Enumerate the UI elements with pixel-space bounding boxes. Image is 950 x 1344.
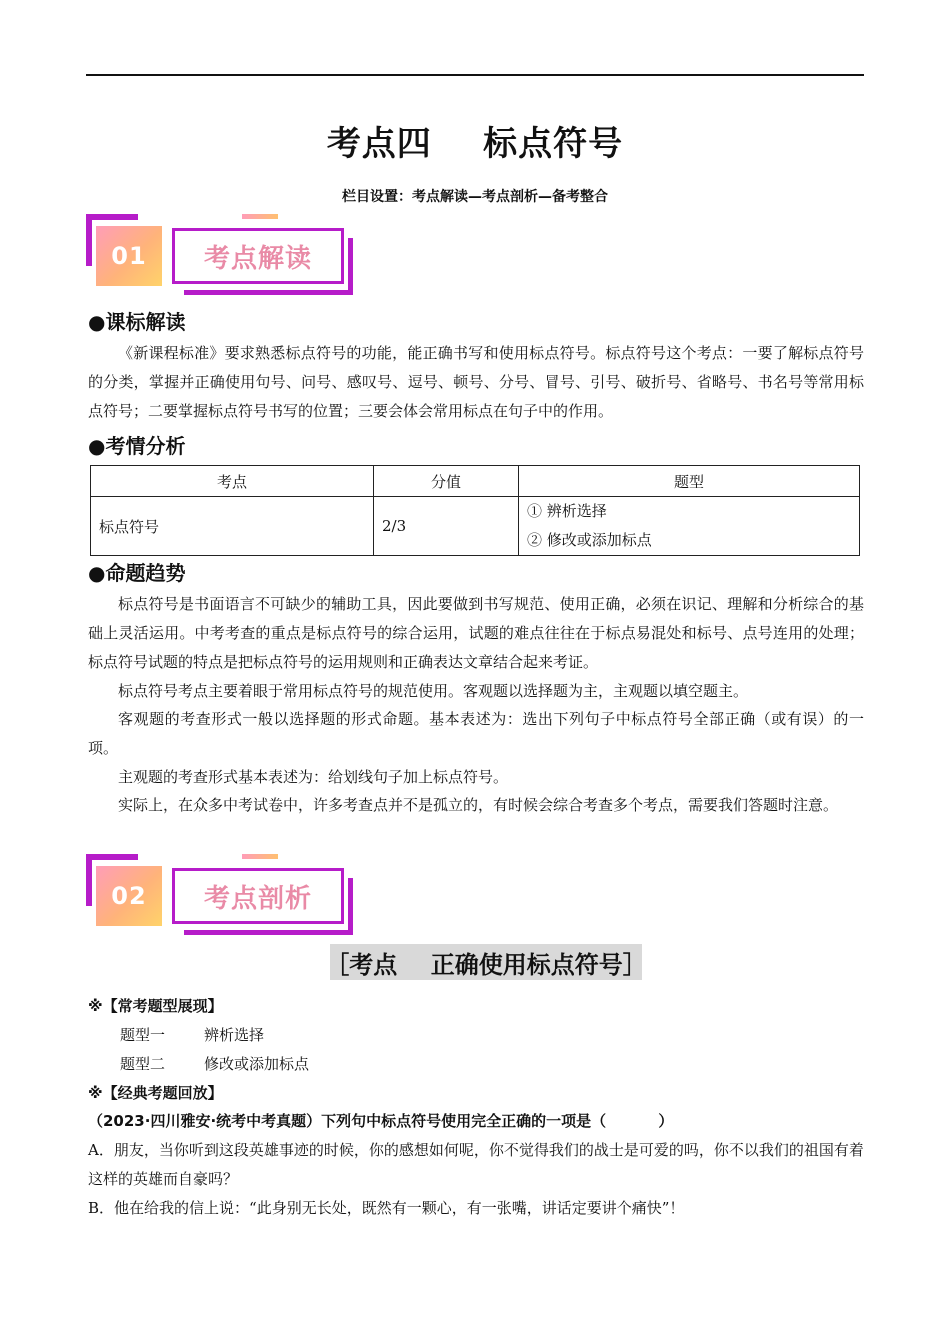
badge-accent (242, 214, 278, 219)
jingdian-heading: ※【经典考题回放】 (88, 1084, 223, 1102)
table-cell-tixing (519, 497, 860, 556)
header-rule (86, 74, 864, 76)
tixing-item: ① 辨析选择 (527, 502, 607, 520)
analysis-table (90, 465, 860, 556)
table-cell-kaodian: 标点符号 (91, 497, 374, 556)
badge-number: 01 (96, 226, 162, 286)
badge-corner (86, 214, 138, 220)
page-subtitle: 栏目设置：考点解读—考点剖析—备考整合 (342, 189, 608, 205)
table-header: 考点 (91, 466, 374, 497)
qushi-paragraph: 标点符号是书面语言不可缺少的辅助工具，因此要做到书写规范、使用正确，必须在识记、理解和分析综合的基础上灵活运用。中考考查的重点是标点符号的综合运用，试题的难点往往在于标点易混处和标号、点号连用的处理；标点符号试题的特点是把标点符号的运用规则和正确表达文章结合起来考证。 (88, 595, 864, 671)
question-stem: （2023·四川雅安·统考中考真题）下列句中标点符号使用完全正确的一项是（ ） (88, 1112, 674, 1130)
table-cell-fenzhi: 2/3 (374, 497, 519, 556)
table-header: 题型 (519, 466, 860, 497)
question-type-name: 题型二 (120, 1055, 166, 1073)
changkao-heading: ※【常考题型展现】 (88, 997, 223, 1015)
question-type-name: 题型一 (120, 1026, 166, 1044)
table-row (91, 497, 860, 556)
badge-label: 考点解读 (172, 228, 344, 284)
kebiao-paragraph: 《新课程标准》要求熟悉标点符号的功能，能正确书写和使用标点符号。标点符号这个考点：一要了解标点符号的分类，掌握并正确使用句号、问号、感叹号、逗号、顿号、分号、冒号、引号、破折号、省略号、书名号等常用标点符号；二要掌握标点符号书写的位置；三要会体会常用标点在句子中的作用。 (88, 344, 864, 420)
badge-frame (348, 238, 353, 294)
badge-corner (86, 854, 92, 906)
qushi-paragraph: 主观题的考查形式基本表述为：给划线句子加上标点符号。 (118, 768, 509, 786)
qushi-paragraph: 标点符号考点主要着眼于常用标点符号的规范使用。客观题以选择题为主，主观题以填空题主。 (118, 682, 749, 700)
table-header-row (91, 466, 860, 497)
tixing-item: ② 修改或添加标点 (527, 531, 652, 549)
table-header: 分值 (374, 466, 519, 497)
section-heading-kebiao: ●课标解读 (88, 310, 186, 334)
kaodian-title: ［考点 正确使用标点符号］ (330, 944, 642, 980)
question-type-desc: 辨析选择 (204, 1026, 265, 1044)
badge-corner (86, 214, 92, 266)
badge-frame (184, 930, 353, 935)
question-option-b: B．他在给我的信上说：“此身别无长处，既然有一颗心，有一张嘴，讲话定要讲个痛快”！ (88, 1199, 685, 1217)
badge-corner (86, 854, 138, 860)
question-type-item (120, 1024, 264, 1045)
badge-frame (348, 878, 353, 934)
qushi-paragraph: 客观题的考查形式一般以选择题的形式命题。基本表述为：选出下列句子中标点符号全部正确（或有误）的一项。 (88, 710, 864, 757)
page-title: 考点四 标点符号 (326, 124, 624, 164)
badge-frame (184, 290, 353, 295)
section-badge-01 (86, 214, 356, 296)
question-type-desc: 修改或添加标点 (204, 1055, 310, 1073)
qushi-paragraph: 实际上，在众多中考试卷中，许多考查点并不是孤立的，有时候会综合考查多个考点，需要我们答题时注意。 (118, 796, 839, 814)
badge-number: 02 (96, 866, 162, 926)
question-type-item (120, 1053, 309, 1074)
section-heading-qushi: ●命题趋势 (88, 561, 186, 585)
section-heading-kaoqing: ●考情分析 (88, 434, 186, 458)
question-option-a: A．朋友，当你听到这段英雄事迹的时候，你的感想如何呢，你不觉得我们的战士是可爱的吗，你不以我们的祖国有着这样的英雄而自豪吗？ (88, 1141, 864, 1188)
badge-accent (242, 854, 278, 859)
section-badge-02 (86, 854, 356, 936)
badge-label: 考点剖析 (172, 868, 344, 924)
